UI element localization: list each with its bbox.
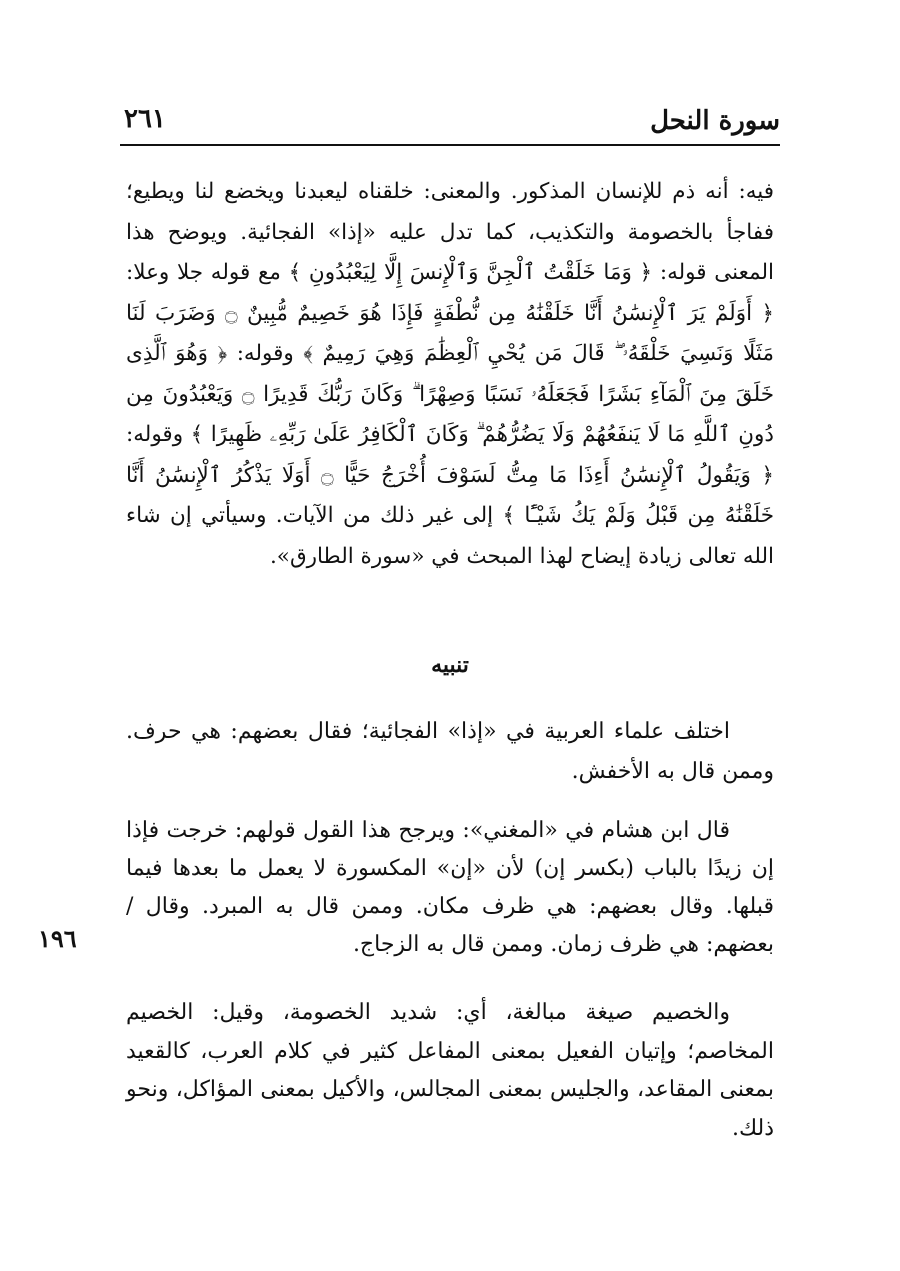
- margin-page-number: ١٩٦: [38, 924, 77, 953]
- section-heading: تنبيه: [431, 652, 469, 678]
- surah-title: سورة النحل: [650, 106, 780, 136]
- paragraph-idha-dispute: [126, 712, 774, 792]
- paragraph-text: والخصيم صيغة مبالغة، أي: شديد الخصومة، وقيل: الخصيم المخاصم؛ وإتيان الفعيل بمعنى المفاعل كثير في كلام العرب، كالقعيد بمعنى المقاعد، والجليس بمعنى المجالس، والأكيل بمعنى المؤاكل، ونحو ذلك.: [126, 1000, 774, 1141]
- paragraph-text: اختلف علماء العربية في «إذا» الفجائية؛ فقال بعضهم: هي حرف. وممن قال به الأخفش.: [126, 719, 774, 784]
- paragraph-ibn-hisham: [126, 812, 774, 964]
- paragraph-text: فيه: أنه ذم للإنسان المذكور. والمعنى: خلقناه ليعبدنا ويخضع لنا ويطيع؛ ففاجأ بالخصومة والتكذيب، كما تدل عليه «إذا» الفجائية. ويوضح هذا المعنى قوله: ﴿ وَمَا خَلَقْتُ ٱلْجِنَّ وَٱلْإِنسَ إِلَّا لِيَعْبُدُونِ ﴾ مع قوله جلا وعلا: ﴿ أَوَلَمْ يَرَ ٱلْإِنسَٰنُ أَنَّا خَلَقْنَٰهُ مِن نُّطْفَةٍ فَإِذَا هُوَ خَصِيمٌ مُّبِينٌ ۝ وَضَرَبَ لَنَا مَثَلًا وَنَسِيَ خَلْقَهُۥ ۖ قَالَ مَن يُحْيِ ٱلْعِظَٰمَ وَهِيَ رَمِيمٌ ﴾ وقوله: ﴿ وَهُوَ ٱلَّذِى خَلَقَ مِنَ ٱلْمَآءِ بَشَرًا فَجَعَلَهُۥ نَسَبًا وَصِهْرًا ۗ وَكَانَ رَبُّكَ قَدِيرًا ۝ وَيَعْبُدُونَ مِن دُونِ ٱللَّهِ مَا لَا يَنفَعُهُمْ وَلَا يَضُرُّهُمْ ۗ وَكَانَ ٱلْكَافِرُ عَلَىٰ رَبِّهِۦ ظَهِيرًا ﴾ وقوله: ﴿ وَيَقُولُ ٱلْإِنسَٰنُ أَءِذَا مَا مِتُّ لَسَوْفَ أُخْرَجُ حَيًّا ۝ أَوَلَا يَذْكُرُ ٱلْإِنسَٰنُ أَنَّا خَلَقْنَٰهُ مِن قَبْلُ وَلَمْ يَكُ شَيْـًٔا ﴾ إلى غير ذلك من الآيات. وسيأتي إن شاء الله تعالى زيادة إيضاح لهذا المبحث في «سورة الطارق».: [126, 179, 774, 569]
- paragraph-text: قال ابن هشام في «المغني»: ويرجح هذا القول قولهم: خرجت فإذا إن زيدًا بالباب (بكسر إن) لأن «إن» المكسورة لا يعمل ما بعدها فيما قبلها. وقال بعضهم: هي ظرف مكان. وممن قال به المبرد. وقال / بعضهم: هي ظرف زمان. وممن قال به الزجاج.: [126, 818, 774, 957]
- page-header: [120, 100, 780, 146]
- page-number: ٢٦١: [124, 104, 166, 134]
- paragraph-intro: [126, 172, 774, 577]
- paragraph-khasim: [126, 994, 774, 1148]
